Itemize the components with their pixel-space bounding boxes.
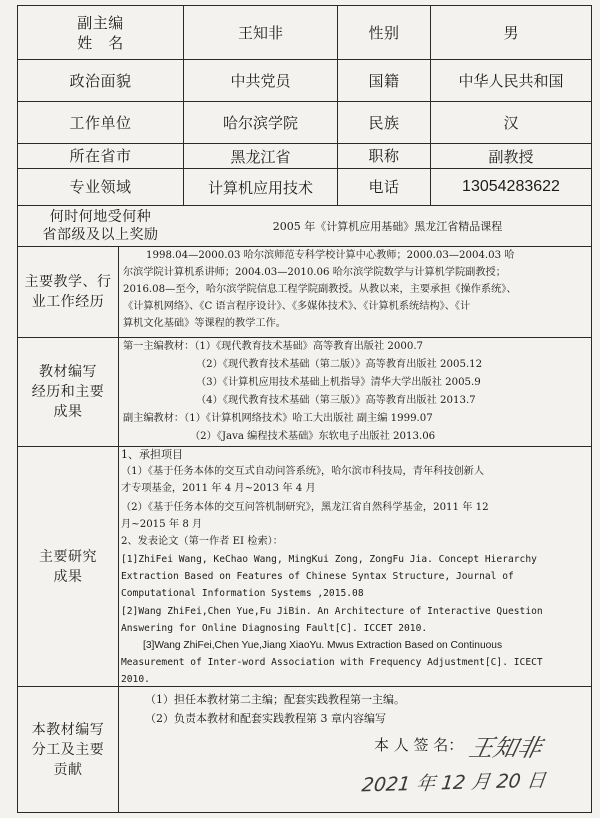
grid-line bbox=[17, 812, 592, 813]
workplace-label: 工作单位 bbox=[69, 113, 132, 132]
grid-line bbox=[118, 246, 119, 812]
name-value: 王知非 bbox=[237, 24, 283, 42]
contribution-line: （2）负责本教材和配套实践教程第 3 章内容编写 bbox=[145, 712, 386, 725]
research-line: [3]Wang ZhiFei,Chen Yue,Jiang XiaoYu. Mwus Extraction Based on Continuous bbox=[143, 640, 503, 651]
research-line: Answering for Online Diagnosing Fault[C]. ICCET 2010. bbox=[121, 623, 428, 634]
contribution-label-line3: 贡献 bbox=[53, 761, 83, 778]
ethnicity-label: 民族 bbox=[368, 113, 400, 132]
research-label-line1: 主要研究 bbox=[39, 548, 97, 565]
textbooks-label-line1: 教材编写 bbox=[39, 364, 97, 380]
contribution-label-line2: 分工及主要 bbox=[31, 741, 105, 758]
contribution-label-line1: 本教材编写 bbox=[31, 721, 105, 738]
research-label-line2: 成果 bbox=[53, 568, 83, 585]
textbook-line: 副主编教材：（1）《计算机网络技术》哈工大出版社 副主编 1999.07 bbox=[123, 413, 433, 424]
textbook-line: （3）《计算机应用技术基础上机指导》清华大学出版社 2005.9 bbox=[196, 377, 481, 388]
experience-label-line1: 主要教学、行 bbox=[24, 274, 112, 290]
textbooks-label-line2: 经历和主要 bbox=[31, 384, 105, 400]
research-line: 月~2015 年 8 月 bbox=[121, 519, 203, 530]
title-label: 职称 bbox=[368, 147, 400, 165]
gender-value: 男 bbox=[503, 24, 519, 42]
research-line: （1）《基于任务本体的交互式自动问答系统》，哈尔滨市科技局，青年科技创新人 bbox=[121, 466, 485, 477]
research-line: Measurement of Inter-word Association with Frequency Adjustment[C]. ICECT bbox=[121, 657, 543, 668]
research-line: 才专项基金，2011 年 4 月~2013 年 4 月 bbox=[121, 483, 316, 494]
research-label bbox=[18, 447, 118, 686]
awards-label-line2: 省部级及以上奖励 bbox=[42, 227, 159, 243]
research-line: [1]ZhiFei Wang, KeChao Wang, MingKui Zong, ZongFu Jia. Concept Hierarchy bbox=[121, 554, 537, 565]
experience-line: 2016.08—至今，哈尔滨学院信息工程学院副教授。从教以来，主要承担《操作系统》、 bbox=[123, 284, 517, 295]
grid-line bbox=[591, 5, 592, 812]
research-line: 1、承担项目 bbox=[121, 448, 183, 461]
workplace-value: 哈尔滨学院 bbox=[222, 114, 298, 132]
textbooks-label bbox=[18, 338, 118, 446]
handwritten-date: 2021 年 12 月 20 日 bbox=[360, 769, 547, 797]
title-value: 副教授 bbox=[488, 147, 534, 166]
awards-label bbox=[18, 206, 183, 246]
political-label: 政治面貌 bbox=[69, 71, 132, 90]
textbook-line: （4）《现代教育技术基础（第三版）》高等教育出版社 2013.7 bbox=[196, 395, 476, 406]
textbooks-label-line3: 成果 bbox=[53, 404, 83, 420]
research-line: Computational Information Systems ,2015.08 bbox=[121, 588, 364, 599]
nationality-value: 中华人民共和国 bbox=[458, 72, 564, 90]
experience-label-line2: 业工作经历 bbox=[31, 294, 105, 310]
experience-label bbox=[18, 247, 118, 337]
field-label: 专业领域 bbox=[69, 178, 132, 196]
experience-line: 1998.04—2000.03 哈尔滨师范专科学校计算中心教师；2000.03—2004.03 哈 bbox=[146, 250, 515, 261]
name-label-line1: 副主编 bbox=[77, 13, 124, 32]
political-value: 中共党员 bbox=[230, 72, 291, 90]
field-value: 计算机应用技术 bbox=[207, 178, 313, 197]
experience-line: 算机文化基础》等课程的教学工作。 bbox=[123, 318, 286, 329]
research-line: 2010. bbox=[121, 674, 150, 685]
experience-line: 《计算机网络》、《C 语言程序设计》、《多媒体技术》、《计算机系统结构》、《计 bbox=[123, 301, 471, 312]
awards-value: 2005 年《计算机应用基础》黑龙江省精品课程 bbox=[272, 220, 503, 233]
phone-label: 电话 bbox=[368, 178, 400, 196]
awards-label-line1: 何时何地受何种 bbox=[49, 209, 152, 225]
nationality-label: 国籍 bbox=[368, 71, 400, 90]
phone-value: 13054283622 bbox=[462, 178, 560, 195]
contribution-label bbox=[18, 687, 118, 812]
handwritten-signature: 王知非 bbox=[466, 734, 545, 762]
province-value: 黑龙江省 bbox=[230, 147, 291, 166]
experience-line: 尔滨学院计算机系讲师；2004.03—2010.06 哈尔滨学院数学与计算机学院副教授； bbox=[123, 267, 506, 278]
textbook-line: （2）《现代教育技术基础（第二版）》高等教育出版社 2005.12 bbox=[196, 359, 483, 370]
province-label: 所在省市 bbox=[69, 147, 132, 165]
signature-label: 本 人 签 名： bbox=[374, 736, 464, 754]
contribution-line: （1）担任本教材第二主编；配套实践教程第一主编。 bbox=[145, 693, 405, 706]
research-line: （2）《基于任务本体的交互问答机制研究》，黑龙江省自然科学基金，2011 年 12 bbox=[121, 502, 489, 513]
research-line: [2]Wang ZhiFei,Chen Yue,Fu JiBin. An Architecture of Interactive Question bbox=[121, 606, 543, 617]
research-line: 2、发表论文（第一作者 EI 检索）： bbox=[121, 536, 283, 547]
name-label-line2: 姓 名 bbox=[77, 33, 124, 52]
ethnicity-value: 汉 bbox=[503, 114, 519, 132]
name-label bbox=[18, 6, 183, 59]
gender-label: 性别 bbox=[368, 23, 400, 42]
textbook-line: （2）《Java 编程技术基础》东软电子出版社 2013.06 bbox=[190, 431, 436, 442]
research-line: Extraction Based on Features of Chinese Syntax Structure, Journal of bbox=[121, 571, 514, 582]
textbook-line: 第一主编教材：（1）《现代教育技术基础》高等教育出版社 2000.7 bbox=[123, 341, 424, 352]
